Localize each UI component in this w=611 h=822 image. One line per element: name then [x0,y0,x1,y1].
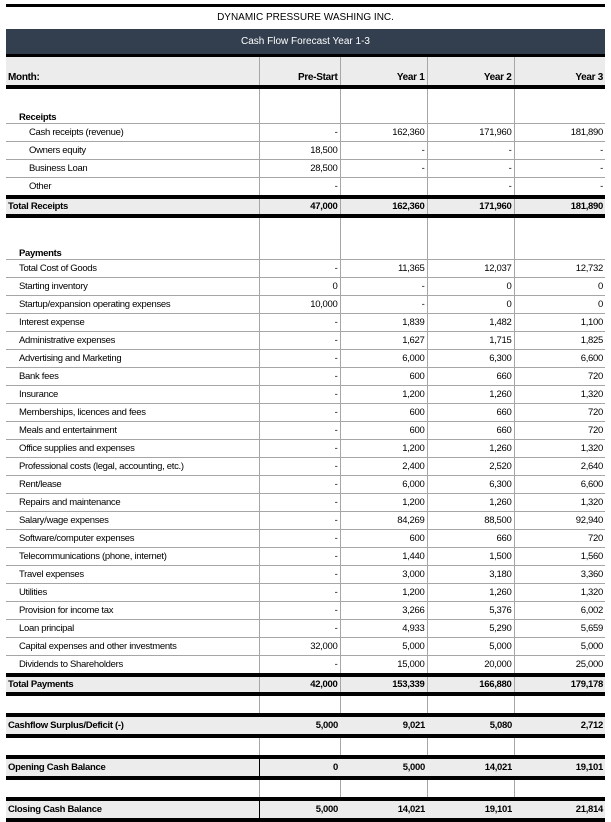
header-row [6,57,605,87]
payment-row-label[interactable]: Utilities [6,584,259,602]
payment-row-cell[interactable]: 660 [427,422,514,440]
spacer-row-cell[interactable] [259,778,340,799]
payment-row-cell[interactable]: - [259,494,340,512]
sheet-title-banner: Cash Flow Forecast Year 1-3 [6,29,605,57]
receipt-row [6,124,605,142]
receipt-row-cell[interactable]: - [427,142,514,160]
spacer-row-cell[interactable] [259,216,340,242]
payment-row-cell[interactable]: 720 [514,422,605,440]
receipt-row-cell[interactable]: 181,890 [514,124,605,142]
payment-row-label[interactable]: Provision for income tax [6,602,259,620]
receipt-row-label[interactable]: Business Loan [6,160,259,178]
payment-row-cell[interactable]: 1,482 [427,314,514,332]
payment-row-cell[interactable]: - [259,332,340,350]
spacer-row-cell[interactable] [427,216,514,242]
payment-row-cell[interactable]: - [259,602,340,620]
payment-row-cell[interactable]: - [259,620,340,638]
payment-row-cell[interactable]: 20,000 [427,656,514,676]
payment-row-label[interactable]: Loan principal [6,620,259,638]
payment-row-cell[interactable]: 5,000 [340,638,427,656]
receipt-row-cell[interactable]: - [340,142,427,160]
payment-row-cell[interactable]: 15,000 [340,656,427,676]
payment-row-cell[interactable]: 6,300 [427,350,514,368]
spacer-row-cell[interactable] [514,694,605,715]
payment-row-cell[interactable]: 600 [340,404,427,422]
payment-row-label[interactable]: Administrative expenses [6,332,259,350]
payment-row-label[interactable]: Telecommunications (phone, internet) [6,548,259,566]
total-payments-row-cell[interactable]: 166,880 [427,675,514,694]
payment-row [6,386,605,404]
month-header: Month: [6,57,259,87]
receipt-row [6,160,605,178]
closing-balance-row-cell[interactable]: 19,101 [427,799,514,820]
spacer-row-label[interactable] [6,778,259,799]
total-receipts-row-cell[interactable]: 162,360 [340,197,427,216]
payment-row-cell[interactable]: 660 [427,530,514,548]
opening-balance-row-cell[interactable]: 19,101 [514,757,605,778]
payment-row-cell[interactable]: 5,000 [514,638,605,656]
spacer-row-cell[interactable] [340,216,427,242]
payment-row [6,476,605,494]
payment-row-cell[interactable]: 3,360 [514,566,605,584]
payment-row [6,656,605,676]
payment-row [6,350,605,368]
payments-heading-row-cell[interactable] [259,242,340,260]
payment-row-cell[interactable]: 6,000 [340,476,427,494]
receipt-row-cell[interactable]: - [514,142,605,160]
total-payments-row-cell[interactable]: 42,000 [259,675,340,694]
payments-heading-row-cell[interactable] [340,242,427,260]
payment-row-cell[interactable]: - [259,584,340,602]
payment-row-cell[interactable]: 6,000 [340,350,427,368]
payment-row [6,458,605,476]
payment-row-cell[interactable]: 1,100 [514,314,605,332]
payment-row-cell[interactable]: 25,000 [514,656,605,676]
payment-row [6,566,605,584]
payment-row-cell[interactable]: 12,732 [514,260,605,278]
cash-flow-table [6,57,605,822]
payment-row-cell[interactable]: 3,266 [340,602,427,620]
payment-row-cell[interactable]: - [259,458,340,476]
cashflow-row-cell[interactable]: 5,080 [427,715,514,736]
payment-row-cell[interactable]: 600 [340,422,427,440]
payment-row-cell[interactable]: 0 [427,296,514,314]
payment-row [6,368,605,386]
payment-row-cell[interactable]: 2,640 [514,458,605,476]
payment-row [6,512,605,530]
payment-row [6,314,605,332]
payment-row [6,260,605,278]
payment-row-cell[interactable]: - [259,440,340,458]
payment-row-cell[interactable]: 0 [427,278,514,296]
payment-row-cell[interactable]: 1,260 [427,584,514,602]
total-receipts-row-cell[interactable]: 171,960 [427,197,514,216]
receipts-heading-row-label[interactable]: Receipts [6,106,259,124]
payment-row [6,584,605,602]
payment-row-cell[interactable]: 6,600 [514,350,605,368]
payment-row-cell[interactable]: 720 [514,530,605,548]
payment-row-cell[interactable]: 5,000 [427,638,514,656]
payment-row-cell[interactable]: 6,600 [514,476,605,494]
payment-row-cell[interactable]: 1,320 [514,494,605,512]
payment-row-cell[interactable]: 0 [514,278,605,296]
spacer-row-label[interactable] [6,736,259,757]
payment-row-cell[interactable]: 2,520 [427,458,514,476]
payment-row-cell[interactable]: 2,400 [340,458,427,476]
payment-row-cell[interactable]: - [259,566,340,584]
payment-row-cell[interactable]: 1,200 [340,440,427,458]
receipt-row-cell[interactable]: - [514,178,605,198]
payment-row-label[interactable]: Office supplies and expenses [6,440,259,458]
payment-row-cell[interactable]: 5,376 [427,602,514,620]
payment-row-cell[interactable]: - [259,386,340,404]
payment-row-label[interactable]: Rent/lease [6,476,259,494]
payment-row-cell[interactable]: 1,715 [427,332,514,350]
payment-row-cell[interactable]: 11,365 [340,260,427,278]
receipts-heading-row-cell[interactable] [259,106,340,124]
payment-row-label[interactable]: Insurance [6,386,259,404]
payment-row-cell[interactable]: 5,290 [427,620,514,638]
total-receipts-row-label[interactable]: Total Receipts [6,197,259,216]
payment-row-cell[interactable]: - [259,368,340,386]
total-payments-row-cell[interactable]: 153,339 [340,675,427,694]
closing-balance-row [6,799,605,820]
payment-row-cell[interactable]: 32,000 [259,638,340,656]
payment-row-cell[interactable]: - [259,512,340,530]
column-header-pre-start[interactable]: Pre-Start [259,57,340,87]
receipt-row-cell[interactable]: 162,360 [340,124,427,142]
spacer-row-cell[interactable] [259,694,340,715]
payment-row-cell[interactable]: 1,825 [514,332,605,350]
column-header-year-3[interactable]: Year 3 [514,57,605,87]
payment-row-label[interactable]: Advertising and Marketing [6,350,259,368]
payment-row [6,440,605,458]
opening-balance-row [6,757,605,778]
payment-row [6,620,605,638]
receipt-row-cell[interactable]: - [427,160,514,178]
spacer-row-cell[interactable] [340,736,427,757]
spacer-row-cell[interactable] [427,694,514,715]
payment-row-cell[interactable]: - [259,260,340,278]
payment-row-label[interactable]: Interest expense [6,314,259,332]
payment-row-cell[interactable]: - [340,278,427,296]
payment-row-label[interactable]: Starting inventory [6,278,259,296]
receipts-heading-row [6,106,605,124]
spacer-row-cell[interactable] [514,778,605,799]
payment-row-cell[interactable]: - [259,404,340,422]
spacer-row [6,87,605,106]
payment-row-cell[interactable]: 600 [340,368,427,386]
payment-row-cell[interactable]: - [259,476,340,494]
payment-row-cell[interactable]: - [259,422,340,440]
receipt-row-cell[interactable]: 28,500 [259,160,340,178]
receipt-row-cell[interactable] [340,178,427,198]
total-payments-row-label[interactable]: Total Payments [6,675,259,694]
spacer-row-label[interactable] [6,87,259,106]
receipt-row-label[interactable]: Owners equity [6,142,259,160]
payments-heading-row-label[interactable]: Payments [6,242,259,260]
payment-row-cell[interactable]: 1,260 [427,494,514,512]
payment-row-cell[interactable]: 6,002 [514,602,605,620]
payment-row [6,332,605,350]
payment-row-cell[interactable]: 600 [340,530,427,548]
closing-balance-row-cell[interactable]: 5,000 [259,799,340,820]
payment-row-cell[interactable]: 6,300 [427,476,514,494]
payment-row-cell[interactable]: 12,037 [427,260,514,278]
spacer-row-cell[interactable] [427,87,514,106]
payment-row-cell[interactable]: 1,320 [514,584,605,602]
spacer-row [6,216,605,242]
payment-row [6,602,605,620]
receipt-row-cell[interactable]: - [259,124,340,142]
receipt-row-cell[interactable]: - [340,160,427,178]
payment-row-label[interactable]: Memberships, licences and fees [6,404,259,422]
payment-row-cell[interactable]: 1,320 [514,440,605,458]
total-receipts-row [6,197,605,216]
receipt-row-label[interactable]: Other [6,178,259,198]
payment-row-cell[interactable]: 1,500 [427,548,514,566]
receipts-heading-row-cell[interactable] [427,106,514,124]
opening-balance-row-cell[interactable]: 0 [259,757,340,778]
spacer-row-cell[interactable] [259,87,340,106]
payment-row-cell[interactable]: 1,200 [340,386,427,404]
payments-heading-row [6,242,605,260]
receipts-heading-row-cell[interactable] [340,106,427,124]
opening-balance-row-cell[interactable]: 5,000 [340,757,427,778]
spacer-row [6,778,605,799]
payment-row-label[interactable]: Meals and entertainment [6,422,259,440]
payment-row [6,422,605,440]
payment-row-cell[interactable]: 0 [514,296,605,314]
spacer-row-label[interactable] [6,694,259,715]
payment-row-cell[interactable]: 660 [427,404,514,422]
column-header-year-2[interactable]: Year 2 [427,57,514,87]
payment-row-cell[interactable]: 1,200 [340,584,427,602]
spacer-row [6,736,605,757]
payment-row-cell[interactable]: - [259,350,340,368]
total-payments-row [6,675,605,694]
payment-row-cell[interactable]: 1,260 [427,440,514,458]
payment-row-cell[interactable]: 1,440 [340,548,427,566]
payment-row-cell[interactable]: 660 [427,368,514,386]
spacer-row-cell[interactable] [340,694,427,715]
payment-row-cell[interactable]: 10,000 [259,296,340,314]
spacer-row-cell[interactable] [514,216,605,242]
payment-row-cell[interactable]: 720 [514,368,605,386]
cashflow-row-cell[interactable]: 2,712 [514,715,605,736]
closing-balance-row-cell[interactable]: 14,021 [340,799,427,820]
payment-row-cell[interactable]: 1,627 [340,332,427,350]
receipt-row-cell[interactable]: 171,960 [427,124,514,142]
spacer-row-cell[interactable] [340,778,427,799]
payment-row-cell[interactable]: 4,933 [340,620,427,638]
payment-row [6,278,605,296]
payment-row-label[interactable]: Dividends to Shareholders [6,656,259,676]
payment-row [6,530,605,548]
payment-row-cell[interactable]: 1,320 [514,386,605,404]
receipt-row-cell[interactable]: - [427,178,514,198]
cashflow-row-label[interactable]: Cashflow Surplus/Deficit (-) [6,715,259,736]
payment-row [6,404,605,422]
payments-heading-row-cell[interactable] [427,242,514,260]
payment-row-cell[interactable]: 1,560 [514,548,605,566]
cash-flow-sheet [6,4,605,822]
payment-row-label[interactable]: Repairs and maintenance [6,494,259,512]
payment-row [6,638,605,656]
payment-row-cell[interactable]: - [340,296,427,314]
payment-row-cell[interactable]: - [259,314,340,332]
spacer-row-cell[interactable] [514,736,605,757]
total-receipts-row-cell[interactable]: 181,890 [514,197,605,216]
spacer-row-cell[interactable] [514,87,605,106]
receipt-row [6,178,605,198]
cashflow-row-cell[interactable]: 5,000 [259,715,340,736]
payment-row-label[interactable]: Total Cost of Goods [6,260,259,278]
payment-row-label[interactable]: Travel expenses [6,566,259,584]
closing-balance-row-label[interactable]: Closing Cash Balance [6,799,259,820]
spacer-row-cell[interactable] [427,778,514,799]
payment-row-cell[interactable]: 3,180 [427,566,514,584]
payment-row-cell[interactable]: 88,500 [427,512,514,530]
opening-balance-row-label[interactable]: Opening Cash Balance [6,757,259,778]
payment-row-cell[interactable]: - [259,548,340,566]
payment-row-label[interactable]: Software/computer expenses [6,530,259,548]
payment-row-cell[interactable]: 1,200 [340,494,427,512]
payment-row-cell[interactable]: 1,839 [340,314,427,332]
spacer-row-cell[interactable] [340,87,427,106]
opening-balance-row-cell[interactable]: 14,021 [427,757,514,778]
receipt-row-cell[interactable]: 18,500 [259,142,340,160]
payment-row [6,548,605,566]
spacer-row-cell[interactable] [427,736,514,757]
payment-row-label[interactable]: Salary/wage expenses [6,512,259,530]
column-header-year-1[interactable]: Year 1 [340,57,427,87]
receipts-heading-row-cell[interactable] [514,106,605,124]
receipt-row-label[interactable]: Cash receipts (revenue) [6,124,259,142]
payment-row-cell[interactable]: 720 [514,404,605,422]
company-name: DYNAMIC PRESSURE WASHING INC. [217,12,394,23]
spacer-row-label[interactable] [6,216,259,242]
payment-row-label[interactable]: Professional costs (legal, accounting, etc.) [6,458,259,476]
payment-row-cell[interactable]: - [259,530,340,548]
payment-row-cell[interactable]: 0 [259,278,340,296]
receipt-row [6,142,605,160]
cashflow-row [6,715,605,736]
payment-row-cell[interactable]: 92,940 [514,512,605,530]
receipt-row-cell[interactable]: - [514,160,605,178]
spacer-row [6,694,605,715]
total-receipts-row-cell[interactable]: 47,000 [259,197,340,216]
total-payments-row-cell[interactable]: 179,178 [514,675,605,694]
payments-heading-row-cell[interactable] [514,242,605,260]
payment-row [6,296,605,314]
closing-balance-row-cell[interactable]: 21,814 [514,799,605,820]
cashflow-row-cell[interactable]: 9,021 [340,715,427,736]
receipt-row-cell[interactable]: - [259,178,340,198]
payment-row-label[interactable]: Startup/expansion operating expenses [6,296,259,314]
payment-row-cell[interactable]: 5,659 [514,620,605,638]
spacer-row-cell[interactable] [259,736,340,757]
payment-row-cell[interactable]: 84,269 [340,512,427,530]
payment-row [6,494,605,512]
payment-row-cell[interactable]: - [259,656,340,676]
payment-row-label[interactable]: Bank fees [6,368,259,386]
payment-row-cell[interactable]: 1,260 [427,386,514,404]
payment-row-label[interactable]: Capital expenses and other investments [6,638,259,656]
payment-row-cell[interactable]: 3,000 [340,566,427,584]
